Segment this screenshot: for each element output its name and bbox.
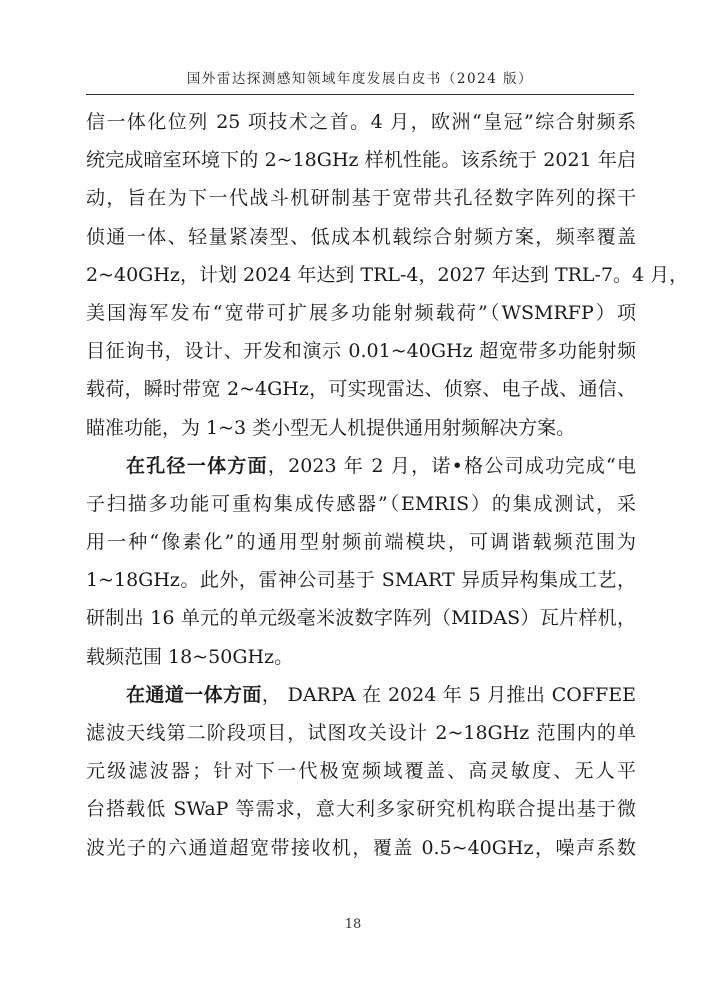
text-line: 美国海军发布“宽带可扩展多功能射频载荷”（WSMRFP）项 bbox=[86, 301, 636, 324]
paragraph-first-line bbox=[86, 447, 636, 485]
text-line: 载频范围 18~50GHz。 bbox=[86, 645, 294, 668]
text-line: 元级滤波器；针对下一代极宽频域覆盖、高灵敏度、无人平 bbox=[86, 760, 636, 783]
text-line: 载荷，瞬时带宽 2~4GHz，可实现雷达、侦察、电子战、通信、 bbox=[86, 378, 636, 401]
running-header bbox=[86, 66, 634, 95]
text-line: 波光子的六通道超宽带接收机，覆盖 0.5~40GHz，噪声系数 bbox=[86, 836, 636, 859]
text-line: 子扫描多功能可重构集成传感器”（EMRIS）的集成测试，采 bbox=[86, 492, 636, 515]
text-line: 用一种“像素化”的通用型射频前端模块，可调谐载频范围为 bbox=[86, 531, 636, 554]
body-text bbox=[86, 103, 689, 867]
text-run: ， DARPA 在 2024 年 5 月推出 COFFEE bbox=[261, 683, 636, 706]
text-line: 动，旨在为下一代战斗机研制基于宽带共孔径数字阵列的探干 bbox=[86, 187, 636, 210]
text-line: 信一体化位列 25 项技术之首。4 月，欧洲“皇冠”综合射频系 bbox=[86, 111, 636, 133]
paragraph-heading: 在通道一体方面 bbox=[126, 683, 262, 706]
running-header-title: 国外雷达探测感知领域年度发展白皮书（2024 版） bbox=[186, 71, 534, 87]
text-line: 1~18GHz。此外，雷神公司基于 SMART 异质异构集成工艺， bbox=[86, 569, 636, 592]
text-run: ，2023 年 2 月，诺•格公司成功完成“电 bbox=[267, 454, 636, 477]
text-line: 2~40GHz，计划 2024 年达到 TRL-4，2027 年达到 TRL-7。4 月， bbox=[86, 263, 689, 286]
text-line: 侦通一体、轻量紧凑型、低成本机载综合射频方案，频率覆盖 bbox=[86, 225, 636, 248]
text-line: 目征询书，设计、开发和演示 0.01~40GHz 超宽带多功能射频 bbox=[86, 340, 636, 363]
text-line: 研制出 16 单元的单元级毫米波数字阵列（MIDAS）瓦片样机， bbox=[86, 607, 636, 630]
paragraph-heading: 在孔径一体方面 bbox=[126, 454, 268, 477]
page-number: 18 bbox=[344, 917, 362, 932]
text-line: 台搭载低 SWaP 等需求，意大利多家研究机构联合提出基于微 bbox=[86, 798, 636, 821]
text-line: 滤波天线第二阶段项目，试图攻关设计 2~18GHz 范围内的单 bbox=[86, 722, 636, 744]
paragraph-first-line bbox=[86, 676, 636, 714]
text-line: 统完成暗室环境下的 2~18GHz 样机性能。该系统于 2021 年启 bbox=[86, 149, 636, 172]
text-line: 瞄准功能，为 1~3 类小型无人机提供通用射频解决方案。 bbox=[86, 416, 576, 439]
